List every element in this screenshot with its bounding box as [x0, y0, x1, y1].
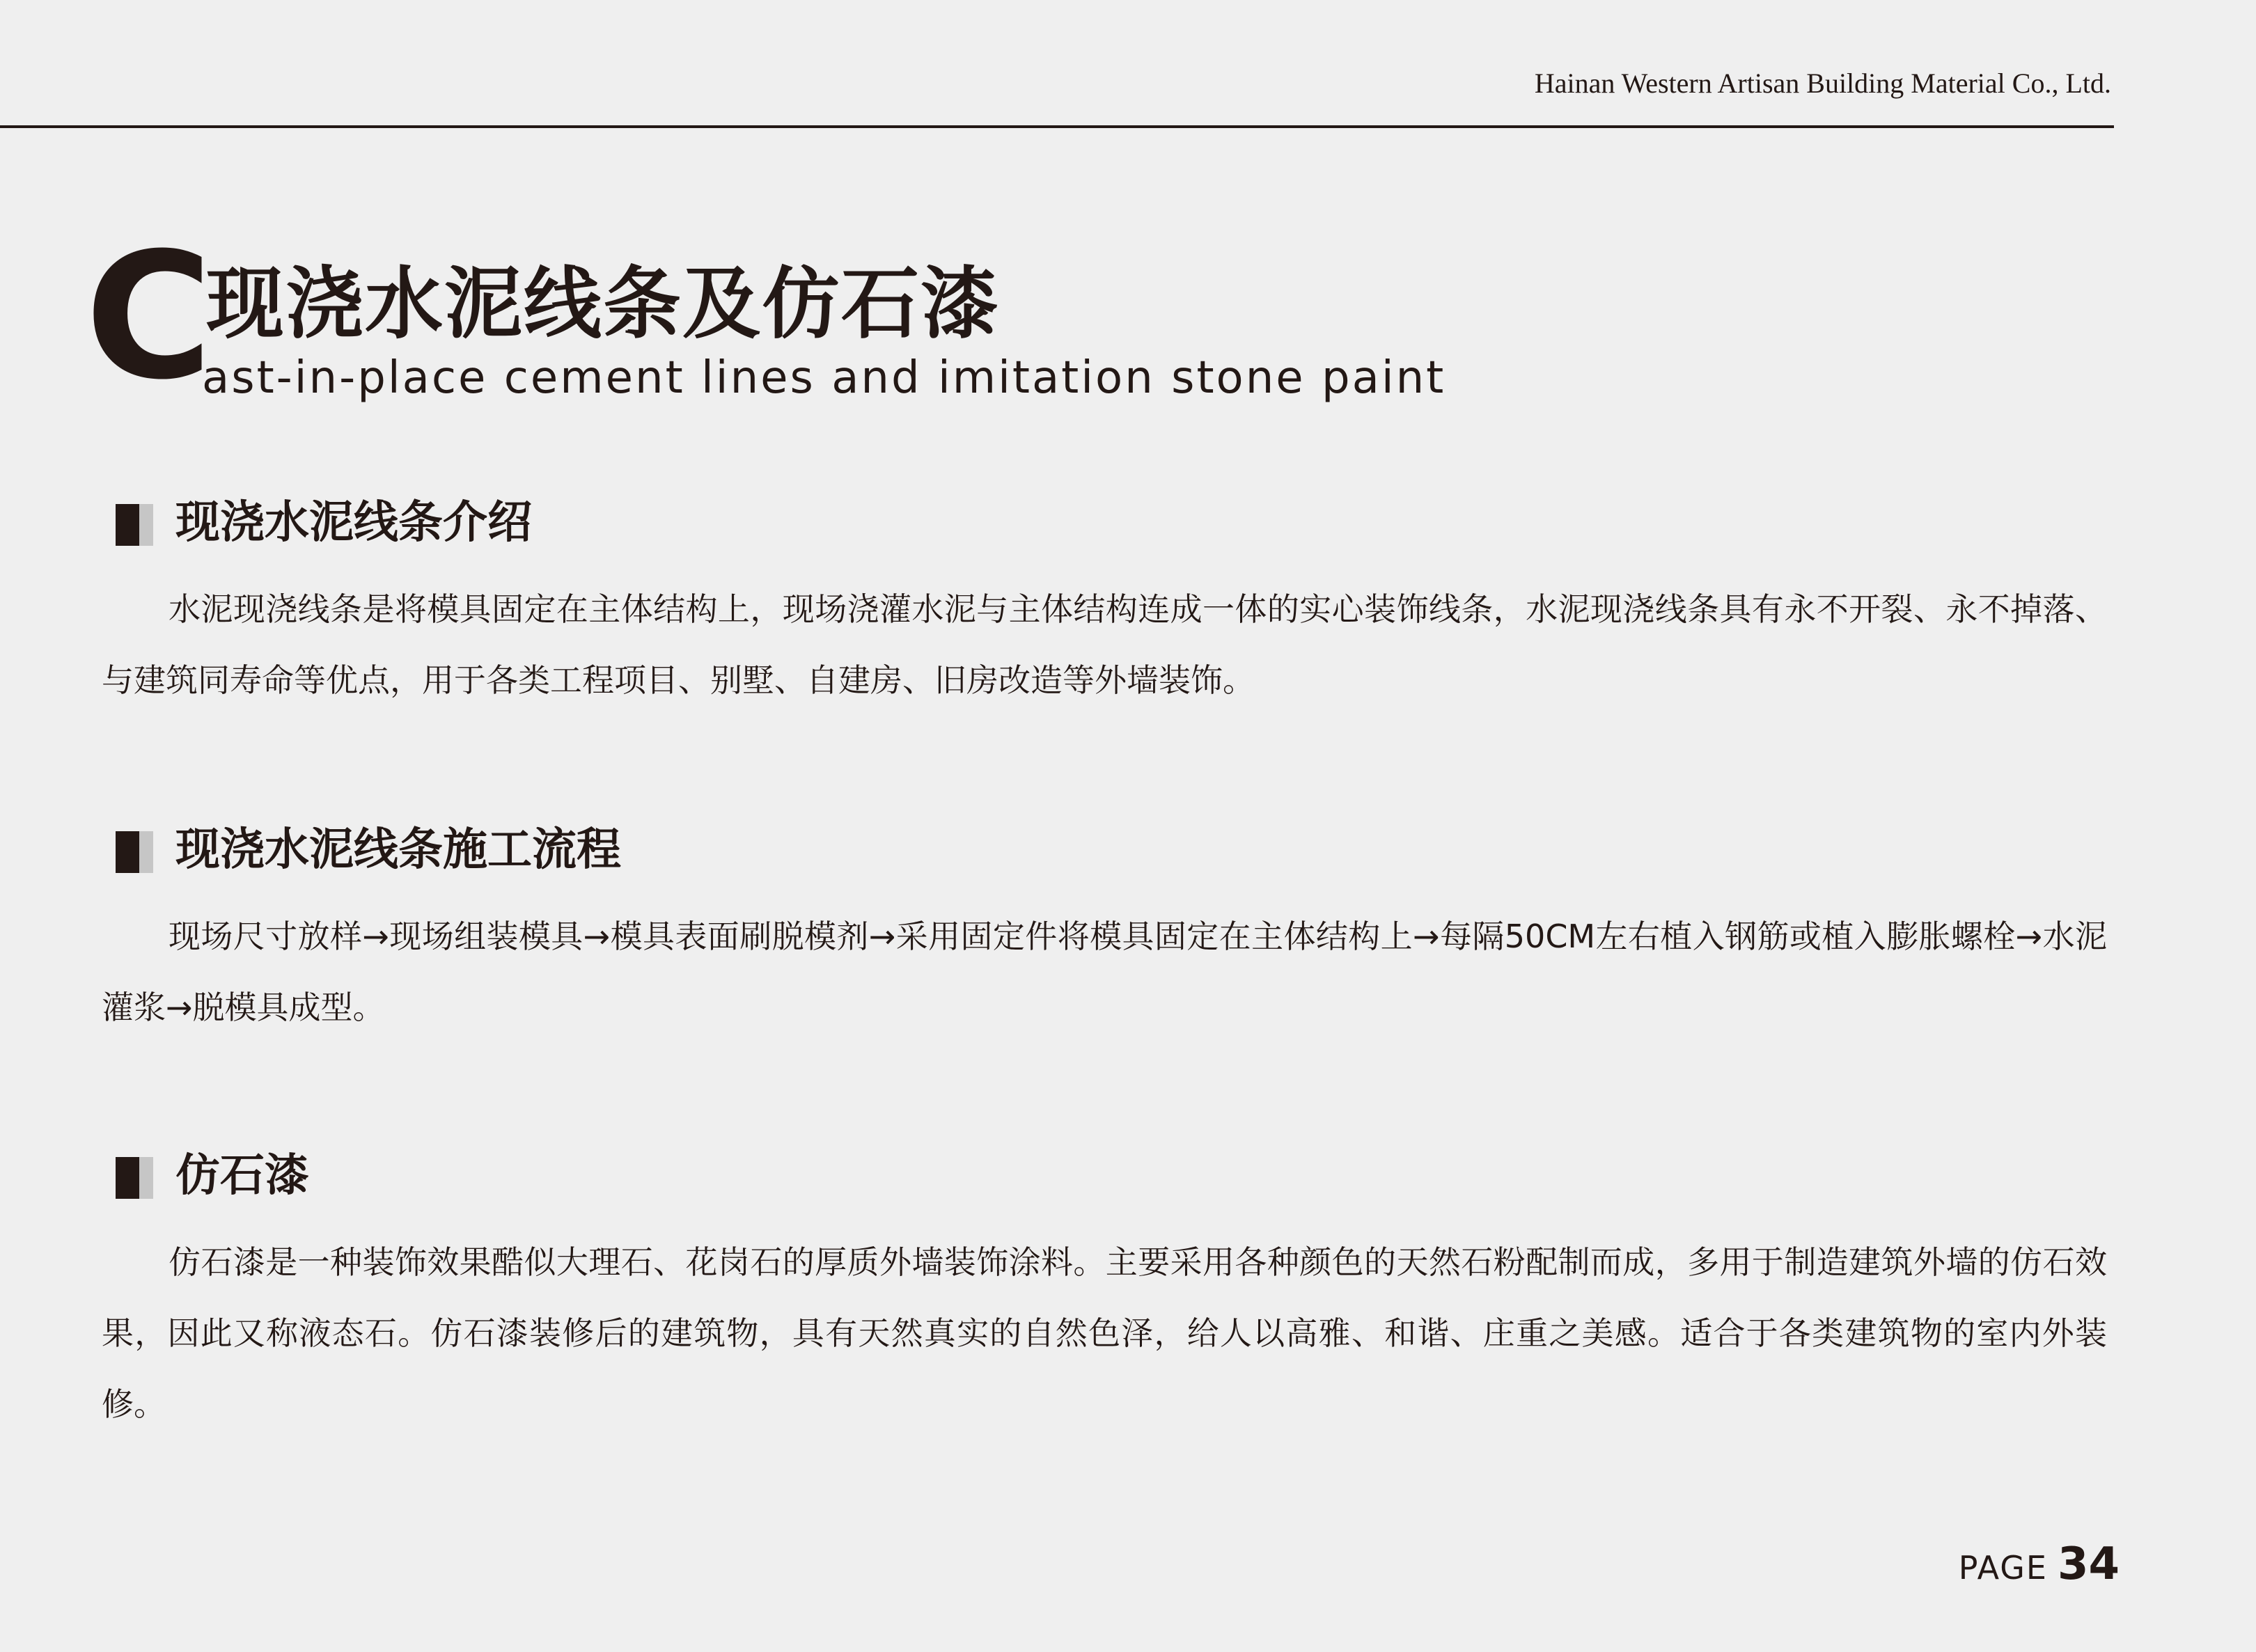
section-paragraph: 现场尺寸放样→现场组装模具→模具表面刷脱模剂→采用固定件将模具固定在主体结构上→每隔50CM左右植入钢筋或植入膨胀螺栓→水泥灌浆→脱模具成型。	[102, 918, 2107, 1026]
section-paragraph: 水泥现浇线条是将模具固定在主体结构上，现场浇灌水泥与主体结构连成一体的实心装饰线条，水泥现浇线条具有永不开裂、永不掉落、与建筑同寿命等优点，用于各类工程项目、别墅、自建房、旧房改造等外墙装饰。	[102, 590, 2107, 699]
section-title: 现浇水泥线条施工流程	[175, 824, 621, 876]
page-word: PAGE	[1958, 1549, 2048, 1587]
page-number: 34	[2057, 1539, 2120, 1590]
section-heading	[102, 491, 2107, 554]
header-divider	[0, 125, 2114, 128]
page-title-english: ast-in-place cement lines and imitation stone paint	[202, 352, 1446, 404]
section-marker-icon	[116, 831, 155, 873]
section-heading	[102, 819, 2107, 881]
company-name: Hainan Western Artisan Building Material Co., Ltd.	[1534, 68, 2111, 99]
section-title: 仿石漆	[175, 1150, 309, 1202]
section-marker-icon	[116, 504, 155, 546]
page-title-chinese: 现浇水泥线条及仿石漆	[206, 259, 1000, 349]
section-stone-paint	[102, 1144, 2107, 1440]
page-number-label	[1959, 1539, 2120, 1590]
section-paragraph: 仿石漆是一种装饰效果酷似大理石、花岗石的厚质外墙装饰涂料。主要采用各种颜色的天然石粉配制而成，多用于制造建筑外墙的仿石效果，因此又称液态石。仿石漆装修后的建筑物，具有天然真实的自然色泽，给人以高雅、和谐、庄重之美感。适合于各类建筑物的室内外装修。	[102, 1243, 2107, 1423]
section-intro	[102, 491, 2107, 716]
section-heading	[102, 1144, 2107, 1207]
title-initial-letter: C	[85, 215, 213, 418]
section-process	[102, 819, 2107, 1043]
section-title: 现浇水泥线条介绍	[175, 497, 532, 549]
section-marker-icon	[116, 1157, 155, 1199]
